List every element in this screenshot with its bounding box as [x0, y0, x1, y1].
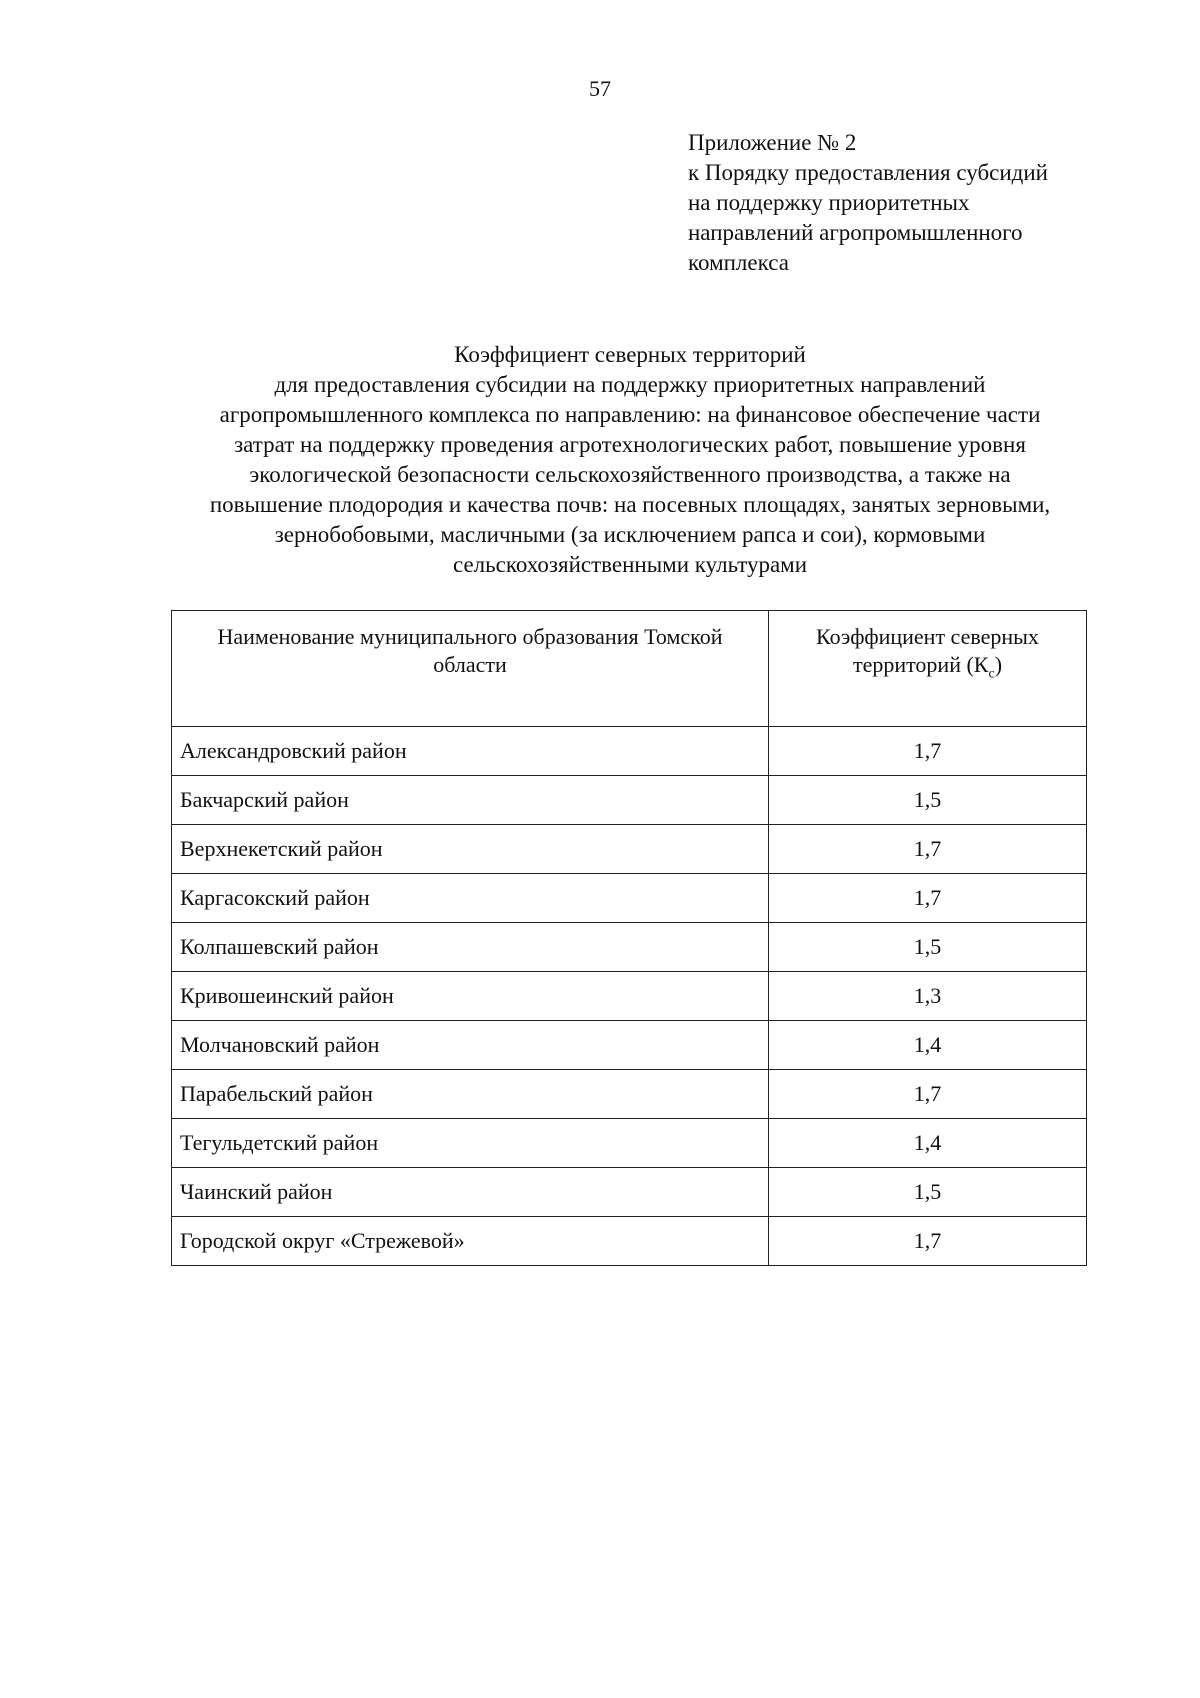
title-line: затрат на поддержку проведения агротехнологических работ, повышение уровня — [234, 432, 1026, 457]
coefficient-value: 1,7 — [769, 874, 1087, 923]
coefficient-table — [171, 610, 1087, 1266]
table-row — [172, 1168, 1087, 1217]
table-row — [172, 1119, 1087, 1168]
appendix-line: Приложение № 2 — [688, 130, 857, 155]
coefficient-value: 1,7 — [769, 825, 1087, 874]
title-line: зернобобовыми, масличными (за исключением рапса и сои), кормовыми — [274, 522, 986, 547]
title-line: для предоставления субсидии на поддержку приоритетных направлений — [274, 372, 986, 397]
municipality-name: Александровский район — [172, 727, 769, 776]
municipality-name: Парабельский район — [172, 1070, 769, 1119]
header-coefficient — [769, 611, 1087, 727]
table-row — [172, 923, 1087, 972]
coefficient-value: 1,5 — [769, 776, 1087, 825]
title-line: Коэффициент северных территорий — [454, 342, 806, 367]
coefficient-value: 1,4 — [769, 1021, 1087, 1070]
appendix-block — [688, 128, 1148, 278]
table-row — [172, 1217, 1087, 1266]
header-coefficient-subscript: с — [988, 666, 995, 682]
municipality-name: Бакчарский район — [172, 776, 769, 825]
title-line: экологической безопасности сельскохозяйственного производства, а также на — [249, 462, 1011, 487]
municipality-name: Колпашевский район — [172, 923, 769, 972]
appendix-line: к Порядку предоставления субсидий — [688, 160, 1048, 185]
coefficient-value: 1,7 — [769, 1217, 1087, 1266]
coefficient-value: 1,5 — [769, 1168, 1087, 1217]
page-number: 57 — [589, 76, 611, 101]
municipality-name: Молчановский район — [172, 1021, 769, 1070]
coefficient-value: 1,4 — [769, 1119, 1087, 1168]
table-row — [172, 874, 1087, 923]
coefficient-value: 1,3 — [769, 972, 1087, 1021]
title-line: повышение плодородия и качества почв: на посевных площадях, занятых зерновыми, — [209, 492, 1051, 517]
municipality-name: Каргасокский район — [172, 874, 769, 923]
table-row — [172, 727, 1087, 776]
municipality-name: Городской округ «Стрежевой» — [172, 1217, 769, 1266]
municipality-name: Тегульдетский район — [172, 1119, 769, 1168]
appendix-line: на поддержку приоритетных — [688, 190, 970, 215]
table-header-row — [172, 611, 1087, 727]
table-row — [172, 776, 1087, 825]
header-municipality-name: Наименование муниципального образования Томской области — [172, 611, 769, 727]
table-row — [172, 1021, 1087, 1070]
coefficient-value: 1,5 — [769, 923, 1087, 972]
municipality-name: Верхнекетский район — [172, 825, 769, 874]
coefficient-value: 1,7 — [769, 1070, 1087, 1119]
title-line: агропромышленного комплекса по направлению: на финансовое обеспечение части — [219, 402, 1041, 427]
appendix-line: направлений агропромышленного — [688, 220, 1023, 245]
header-coefficient-text: Коэффициент северных территорий (К — [816, 624, 1039, 677]
table-row — [172, 825, 1087, 874]
header-coefficient-close: ) — [994, 652, 1003, 677]
document-title — [100, 340, 1160, 580]
appendix-line: комплекса — [688, 250, 789, 275]
table-row — [172, 1070, 1087, 1119]
coefficient-value: 1,7 — [769, 727, 1087, 776]
municipality-name: Чаинский район — [172, 1168, 769, 1217]
municipality-name: Кривошеинский район — [172, 972, 769, 1021]
table-row — [172, 972, 1087, 1021]
title-line: сельскохозяйственными культурами — [452, 552, 808, 577]
